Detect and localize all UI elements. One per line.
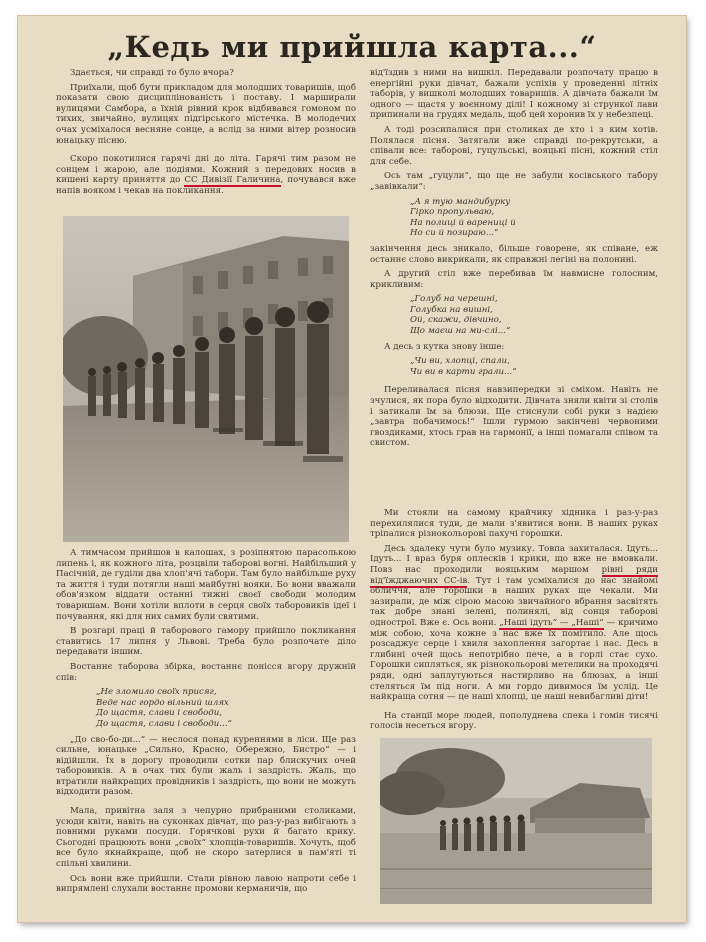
- verse-line: Но си й позираю...“: [410, 228, 499, 239]
- paragraph: Мала, привітна заля з чепурно прибраними столиками, усюди квіти, навіть на суконках дівчат, що раз-у-раз вибігають з повними руками посуди. Горячкові рухи й багато крику. Сьогодні працюють вони „своїх“ хлопців-товаришів. Хочуть, щоб все було якнайкраще, щоб не скоро затерлися в пам'яті ті спільні хвилини.: [56, 806, 356, 870]
- paragraph: Ми стояли на самому крайчику хідника і раз-у-раз перехилялися туди, де мали з'явитися вони. В наших руках тріпалися різнокольорові пахучі горошки.: [370, 508, 658, 540]
- paragraph: На станції море людей, пополуднева спека і гомін тисячі голосів несеться вгору.: [370, 710, 658, 732]
- paragraph: Переливалася пісня навзипередки зі сміхом. Навіть не зчулися, як пора було відходити. Дівчата зняли квіти зі столів і затикали їм за блюзи. Ще стиснули собі руки з надією „завтра побачимось!“ Ішли гурмою закінчені червоними гвоздиками, хтось грав на гармонії, а інші помагали співом та свистом.: [370, 385, 658, 449]
- song-verse: [410, 294, 658, 336]
- verse-line: До щастя, слави і свободи,: [96, 708, 223, 719]
- verse-line: „Чи ви, хлопці, спали,: [410, 356, 510, 367]
- underlined-ours-going: „Наші ідуть“ — „Наші“: [499, 617, 604, 628]
- text-span: , почувався вже напів вояком і чекав на покликання.: [56, 175, 356, 196]
- verse-line: На полиці й варениці й: [410, 217, 516, 228]
- paragraph: А десь з кутка знову інше:: [384, 341, 505, 352]
- article-title: „Кедь ми прийшла карта...“: [107, 30, 597, 64]
- right-column-top: [370, 68, 658, 453]
- paragraph: Приїхали, щоб бути прикладом для молодших товаришів, щоб показати свою дисциплінованість і поставу. І марширали вулицями Самбора, а їхній рівний крок відбивався гомоном по тихих, звичайно, вулицях підгірського містечка. В молодечих очах усміхалося весняне сонце, а вслід за ними вітер розносив юнацьку пісню.: [56, 82, 356, 146]
- paragraph: Здається, чи справді то було вчора?: [70, 68, 234, 78]
- verse-line: Ой, скажи, дівчино,: [410, 315, 502, 326]
- song-verse: [96, 687, 356, 729]
- verse-line: Голубка на вишні,: [410, 304, 493, 315]
- paragraph: А тимчасом прийшов в калошах, з розіпнятою парасолькою липень і, як кожного літа, розцвіли таборові вогні. Найбільший у Пасічній, де гуділи два хлоп'ячі табори. Там було найбільше руху та життя і туди потягли наші майбутні вояки. Бо вони вважали обов'язком віддати останні тижні своєї свободи молодим товаришам. Вони хотіли вплоти в серця своїх таборовиків ідеї і почування, які для них самих були святими.: [56, 548, 356, 622]
- newspaper-page: [18, 16, 686, 922]
- paragraph: Ось там „гуцули“, що ще не забули косівського табору „завівкали“:: [370, 171, 658, 192]
- text-span: . Тут і там усміхалися до нас знайомі обличчя, але горошки в наших руках ще чекали. Ми зазирали, де між сірою масою звичайного вбрання засвітять так добре знані зелені, полинялі, від сонця таборові однострої. Вже є. Ось вони.: [370, 575, 658, 628]
- text-span: Скоро покотилися гарячі дні до літа. Гарячі тим разом не сонцем і жарою, але подіями. Кожний з передових носив в кишені карту приняття до: [56, 154, 356, 186]
- field-march-photo: [380, 738, 652, 904]
- underlined-ss-ranks: рівні ряди від'їжджаючих СС-ів: [370, 564, 658, 586]
- song-verse: [410, 197, 658, 239]
- verse-line: Що маєш на ми-слі...“: [410, 326, 511, 337]
- paragraph: „До сво-бо-ди...“ — неслося понад куреннями в ліси. Ще раз сильне, юнацьке „Сильно, Красно, Обережно, Бистро“ — і відійшли. Їх в дорогу проводили сотки пар блискучих очей таборовиків. А в очах тих були жаль і заздрість. Жаль, що втратили найкращих провідників і заздрість, що вони не можуть відходити разом.: [56, 734, 356, 798]
- paragraph: Ось вони вже прийшли. Стали рівною лавою напроти себе і випрямлені слухали востаннє промови керманичів, що: [56, 873, 356, 895]
- right-column-bottom: [370, 508, 658, 736]
- verse-line: Гірко пропульваю,: [410, 207, 495, 218]
- paragraph: закінчення десь зникало, більше говорене, як співане, еж останнє слово викрикали, як справжні легіні на полонині.: [370, 243, 658, 265]
- paragraph: А тоді розсипалися при столиках де хто і з ким хотів. Полялася пісня. Затягали вже справді по-рекрутськи, а співали все: таборові, гуцульські, вояцькі пісні, кожний стіл для себе.: [370, 124, 658, 167]
- paragraph-underlined: [56, 154, 356, 196]
- marching-soldiers-photo: [63, 216, 349, 542]
- verse-line: „Не зломило своїх присяг,: [96, 687, 217, 698]
- paragraph: Востаннє таборова збірка, востаннє понісся вгору дружній спів:: [56, 661, 356, 683]
- verse-line: Чи ви в карти грали...“: [410, 366, 517, 377]
- paragraph: від'їздив з ними на вишкіл. Передавали розпочату працю в енергійні руки дівчат, бажали успіхів у проведенні літніх таборів, у вишколі молодших товаришів. А дівчата бажали їм одного — щастя у воєнному ділі! І кожному зі стрункої лави припинали на грудях медаль, щоб цей хоронив їх у небезпеці.: [370, 68, 658, 121]
- verse-line: До щастя, слави і свободи...“: [96, 718, 232, 729]
- underlined-division-name: СС Дивізії Галичина: [184, 175, 281, 186]
- paragraph-underlined: [370, 544, 658, 703]
- paragraph: В розгарі праці й таборового гамору прийшло покликання ставитись 17 липня у Львові. Треба було розпочате діло передавати іншим.: [56, 626, 356, 658]
- verse-line: „А я тую мандибурку: [410, 196, 511, 207]
- text-span: — кричимо між собою, хоча кожне з нас вже їх помітило. Але щось розсаджує серце і хвиля захоплення загортає і нас. Десь в глибині очей щось непотрібно пече, а в горлі стає сухо. Горошки сипляться, як різнокольорові метелики на проходячі ряди, одні заплутуються настирливо на блюзах, а інші стеляться їм під ноги. А ми гордо дивимося їм услід. Це найкраща сотня — це наші хлопці, це наші невибагливі діти!: [370, 617, 658, 703]
- paragraph: А другий стіл вже перебивав їм навмисне голосним, крикливим:: [370, 269, 658, 290]
- left-column-top: [56, 68, 356, 201]
- song-verse: [410, 356, 658, 377]
- verse-line: „Голуб на черешні,: [410, 294, 498, 305]
- text-span: Десь здалеку чути було музику. Товпа захиталася. Ідуть... Ідуть... І враз буря оплесків і крики, що вже не вмовкали. Повз нас проходили вояцьким маршом: [370, 543, 658, 575]
- verse-line: Веде нас гордо вільний шлях: [96, 697, 229, 708]
- left-column-bottom: [56, 548, 356, 899]
